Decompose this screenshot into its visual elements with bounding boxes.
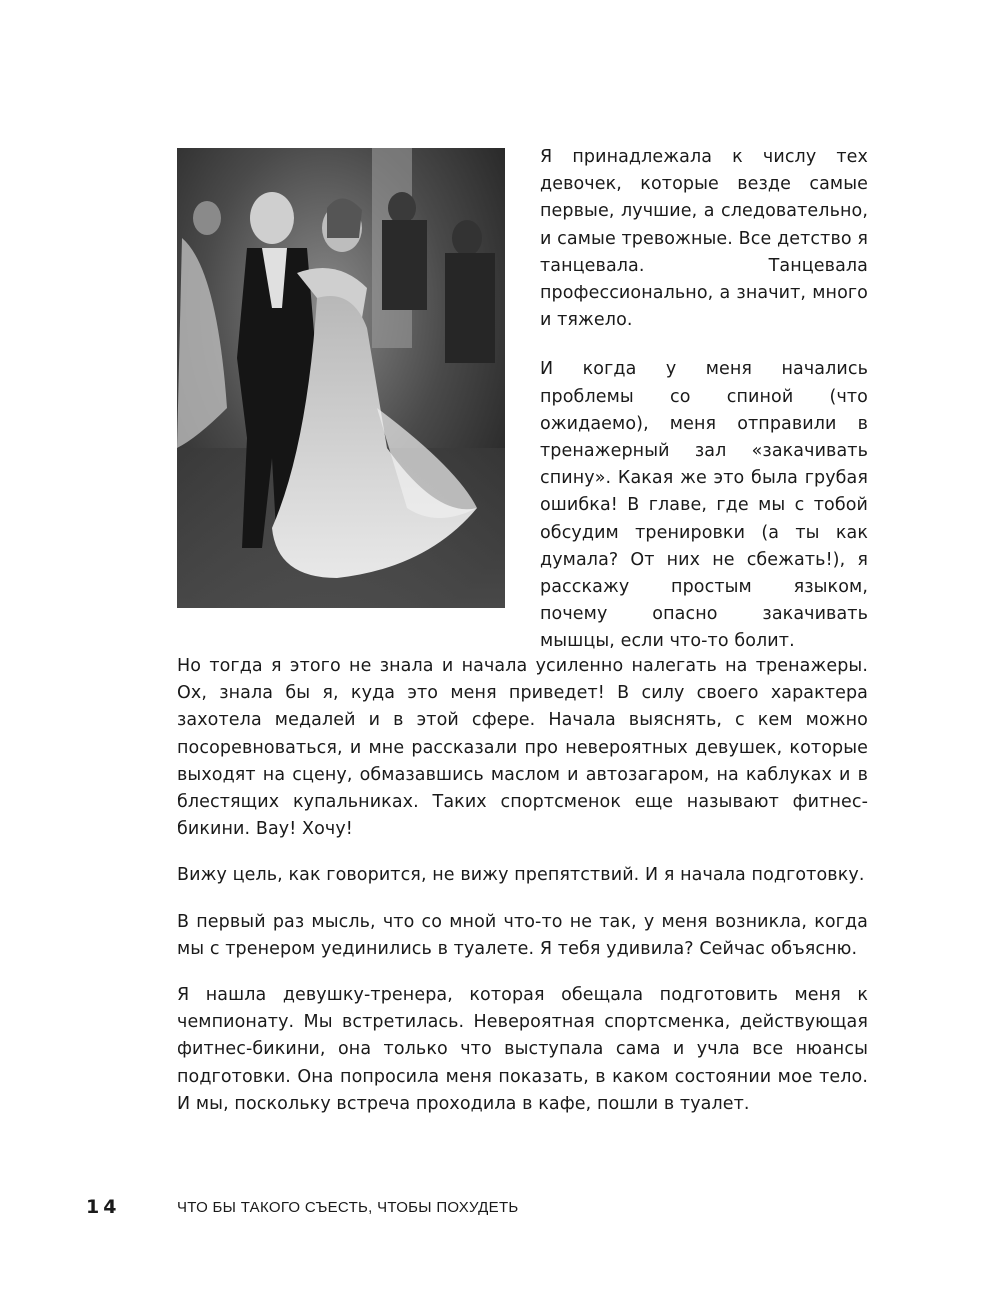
- main-paragraph: Вижу цель, как говорится, не вижу препятствий. И я начала подготовку.: [177, 865, 865, 886]
- side-paragraph: Я принадлежала к числу тех девочек, которые везде самые первые, лучшие, а следовательно, и самые тревожные. Все детство я танцевала. Танцевала профессионально, а значит, много и тяжело.: [540, 147, 868, 331]
- photo-illustration: [177, 148, 505, 608]
- side-column-text: [540, 144, 868, 678]
- running-title: ЧТО БЫ ТАКОГО СЪЕСТЬ, ЧТОБЫ ПОХУДЕТЬ: [177, 1199, 519, 1216]
- main-column-text: [177, 653, 868, 1137]
- main-paragraph: В первый раз мысль, что со мной что-то не так, у меня возникла, когда мы с тренером уединились в туалете. Я тебя удивила? Сейчас объясню.: [177, 911, 868, 959]
- page-number: 14: [86, 1196, 121, 1218]
- side-paragraph: И когда у меня начались проблемы со спиной (что ожидаемо), меня отправили в тренажерный зал «закачивать спину». Какая же это была грубая ошибка! В главе, где мы с тобой обсудим тренировки (а ты как думала? От них не сбежать!), я расскажу простым языком, почему опасно закачивать мышцы, если что-то болит.: [540, 359, 868, 652]
- main-paragraph: Но тогда я этого не знала и начала усиленно налегать на тренажеры. Ох, знала бы я, куда это меня приведет! В силу своего характера захотела медалей и в этой сфере. Начала выяснять, с кем можно посоревноваться, и мне рассказали про невероятных девушек, которые выходят на сцену, обмазавшись маслом и автозагаром, на каблуках и в блестящих купальниках. Таких спортсменок еще называют фитнес-бикини. Вау! Хочу!: [177, 656, 868, 840]
- ballroom-dance-photo: [177, 148, 505, 608]
- main-paragraph: Я нашла девушку-тренера, которая обещала подготовить меня к чемпионату. Мы встретилась. Невероятная спортсменка, действующая фитнес-бикини, она только что выступала сама и учла все нюансы подготовки. Она попросила меня показать, в каком состоянии мое тело. И мы, поскольку встреча проходила в кафе, пошли в туалет.: [177, 985, 868, 1114]
- page-footer: [86, 1196, 886, 1220]
